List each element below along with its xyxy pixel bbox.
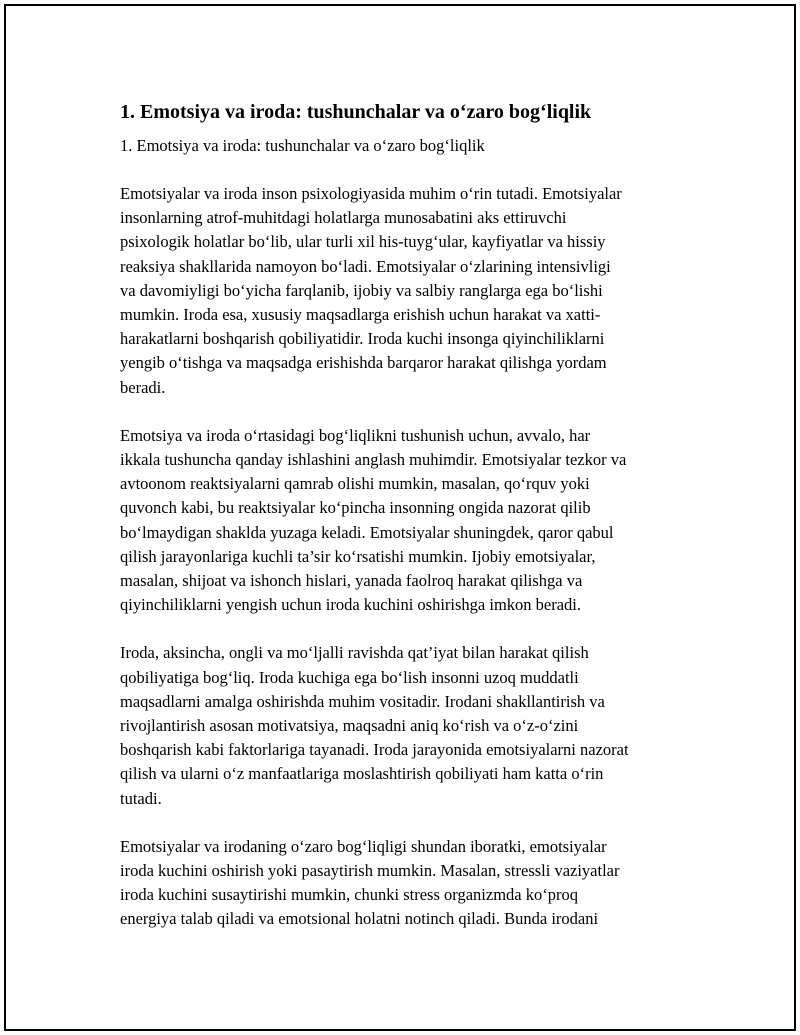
paragraph-line: Emotsiyalar va iroda inson psixologiyasida muhim o‘rin tutadi. Emotsiyalar xyxy=(120,184,622,203)
paragraph-line: iroda kuchini oshirish yoki pasaytirish mumkin. Masalan, stressli vaziyatlar xyxy=(120,861,620,881)
paragraph-line: ikkala tushuncha qanday ishlashini anglash muhimdir. Emotsiyalar tezkor va xyxy=(120,450,627,470)
paragraph-line: reaksiya shakllarida namoyon bo‘ladi. Emotsiyalar o‘zlarining intensivligi xyxy=(120,256,611,276)
paragraph-line: tutadi. xyxy=(120,788,162,808)
section-subheading: 1. Emotsiya va iroda: tushunchalar va o‘zaro bog‘liqlik xyxy=(120,136,485,155)
paragraph-3 xyxy=(120,641,694,810)
paragraph-line: bo‘lmaydigan shaklda yuzaga keladi. Emotsiyalar shuningdek, qaror qabul xyxy=(120,522,614,542)
document-page xyxy=(4,4,796,1031)
paragraph-line: insonlarning atrof-muhitdagi holatlarga munosabatini aks ettiruvchi xyxy=(120,208,567,228)
paragraph-line: Emotsiyalar va irodaning o‘zaro bog‘liqligi shundan iboratki, emotsiyalar xyxy=(120,836,607,856)
paragraph-line: qobiliyatiga bog‘liq. Iroda kuchiga ega bo‘lish insonni uzoq muddatli xyxy=(120,667,579,687)
paragraph-2 xyxy=(120,424,694,618)
paragraph-line: yengib o‘tishga va maqsadga erishishda barqaror harakat qilishga yordam xyxy=(120,353,607,373)
paragraph-line: maqsadlarni amalga oshirishda muhim vositadir. Irodani shakllantirish va xyxy=(120,691,605,711)
paragraph-line: qilish va ularni o‘z manfaatlariga moslashtirish qobiliyati ham katta o‘rin xyxy=(120,764,604,784)
paragraph-line: va davomiyligi bo‘yicha farqlanib, ijobiy va salbiy ranglarga ega bo‘lishi xyxy=(120,280,603,300)
paragraph-line: masalan, shijoat va ishonch hislari, yanada faolroq harakat qilishga va xyxy=(120,571,583,591)
paragraph-line: qiyinchiliklarni yengish uchun iroda kuchini oshirishga imkon beradi. xyxy=(120,595,582,615)
paragraph-line: beradi. xyxy=(120,377,166,397)
section-heading: 1. Emotsiya va iroda: tushunchalar va o‘zaro bog‘liqlik xyxy=(120,101,592,123)
paragraph-line: rivojlantirish asosan motivatsiya, maqsadni aniq ko‘rish va o‘z-o‘zini xyxy=(120,716,579,736)
paragraph-line: boshqarish kabi faktorlariga tayanadi. Iroda jarayonida emotsiyalarni nazorat xyxy=(120,740,629,760)
document-body xyxy=(120,98,694,956)
paragraph-line: qilish jarayonlariga kuchli ta’sir ko‘rsatishi mumkin. Ijobiy emotsiyalar, xyxy=(120,546,596,566)
paragraph-line: mumkin. Iroda esa, xususiy maqsadlarga erishish uchun harakat va xatti- xyxy=(120,305,601,325)
paragraph-line: harakatlarni boshqarish qobiliyatidir. Iroda kuchi insonga qiyinchiliklarni xyxy=(120,329,605,349)
paragraph-line: avtoonom reaktsiyalarni qamrab olishi mumkin, masalan, qo‘rquv yoki xyxy=(120,474,590,494)
paragraph-line: Emotsiya va iroda o‘rtasidagi bog‘liqlikni tushunish uchun, avvalo, har xyxy=(120,425,591,445)
paragraph-line: quvonch kabi, bu reaktsiyalar ko‘pincha insonning ongida nazorat qilib xyxy=(120,498,591,518)
paragraph-line: psixologik holatlar bo‘lib, ular turli xil his-tuyg‘ular, kayfiyatlar va hissiy xyxy=(120,232,606,252)
paragraph-4 xyxy=(120,835,694,932)
paragraph-line: Iroda, aksincha, ongli va mo‘ljalli ravishda qat’iyat bilan harakat qilish xyxy=(120,643,589,663)
paragraph-1 xyxy=(120,182,694,400)
paragraph-line: energiya talab qiladi va emotsional holatni notinch qiladi. Bunda irodani xyxy=(120,909,599,929)
paragraph-line: iroda kuchini susaytirishi mumkin, chunki stress organizmda ko‘proq xyxy=(120,885,578,905)
